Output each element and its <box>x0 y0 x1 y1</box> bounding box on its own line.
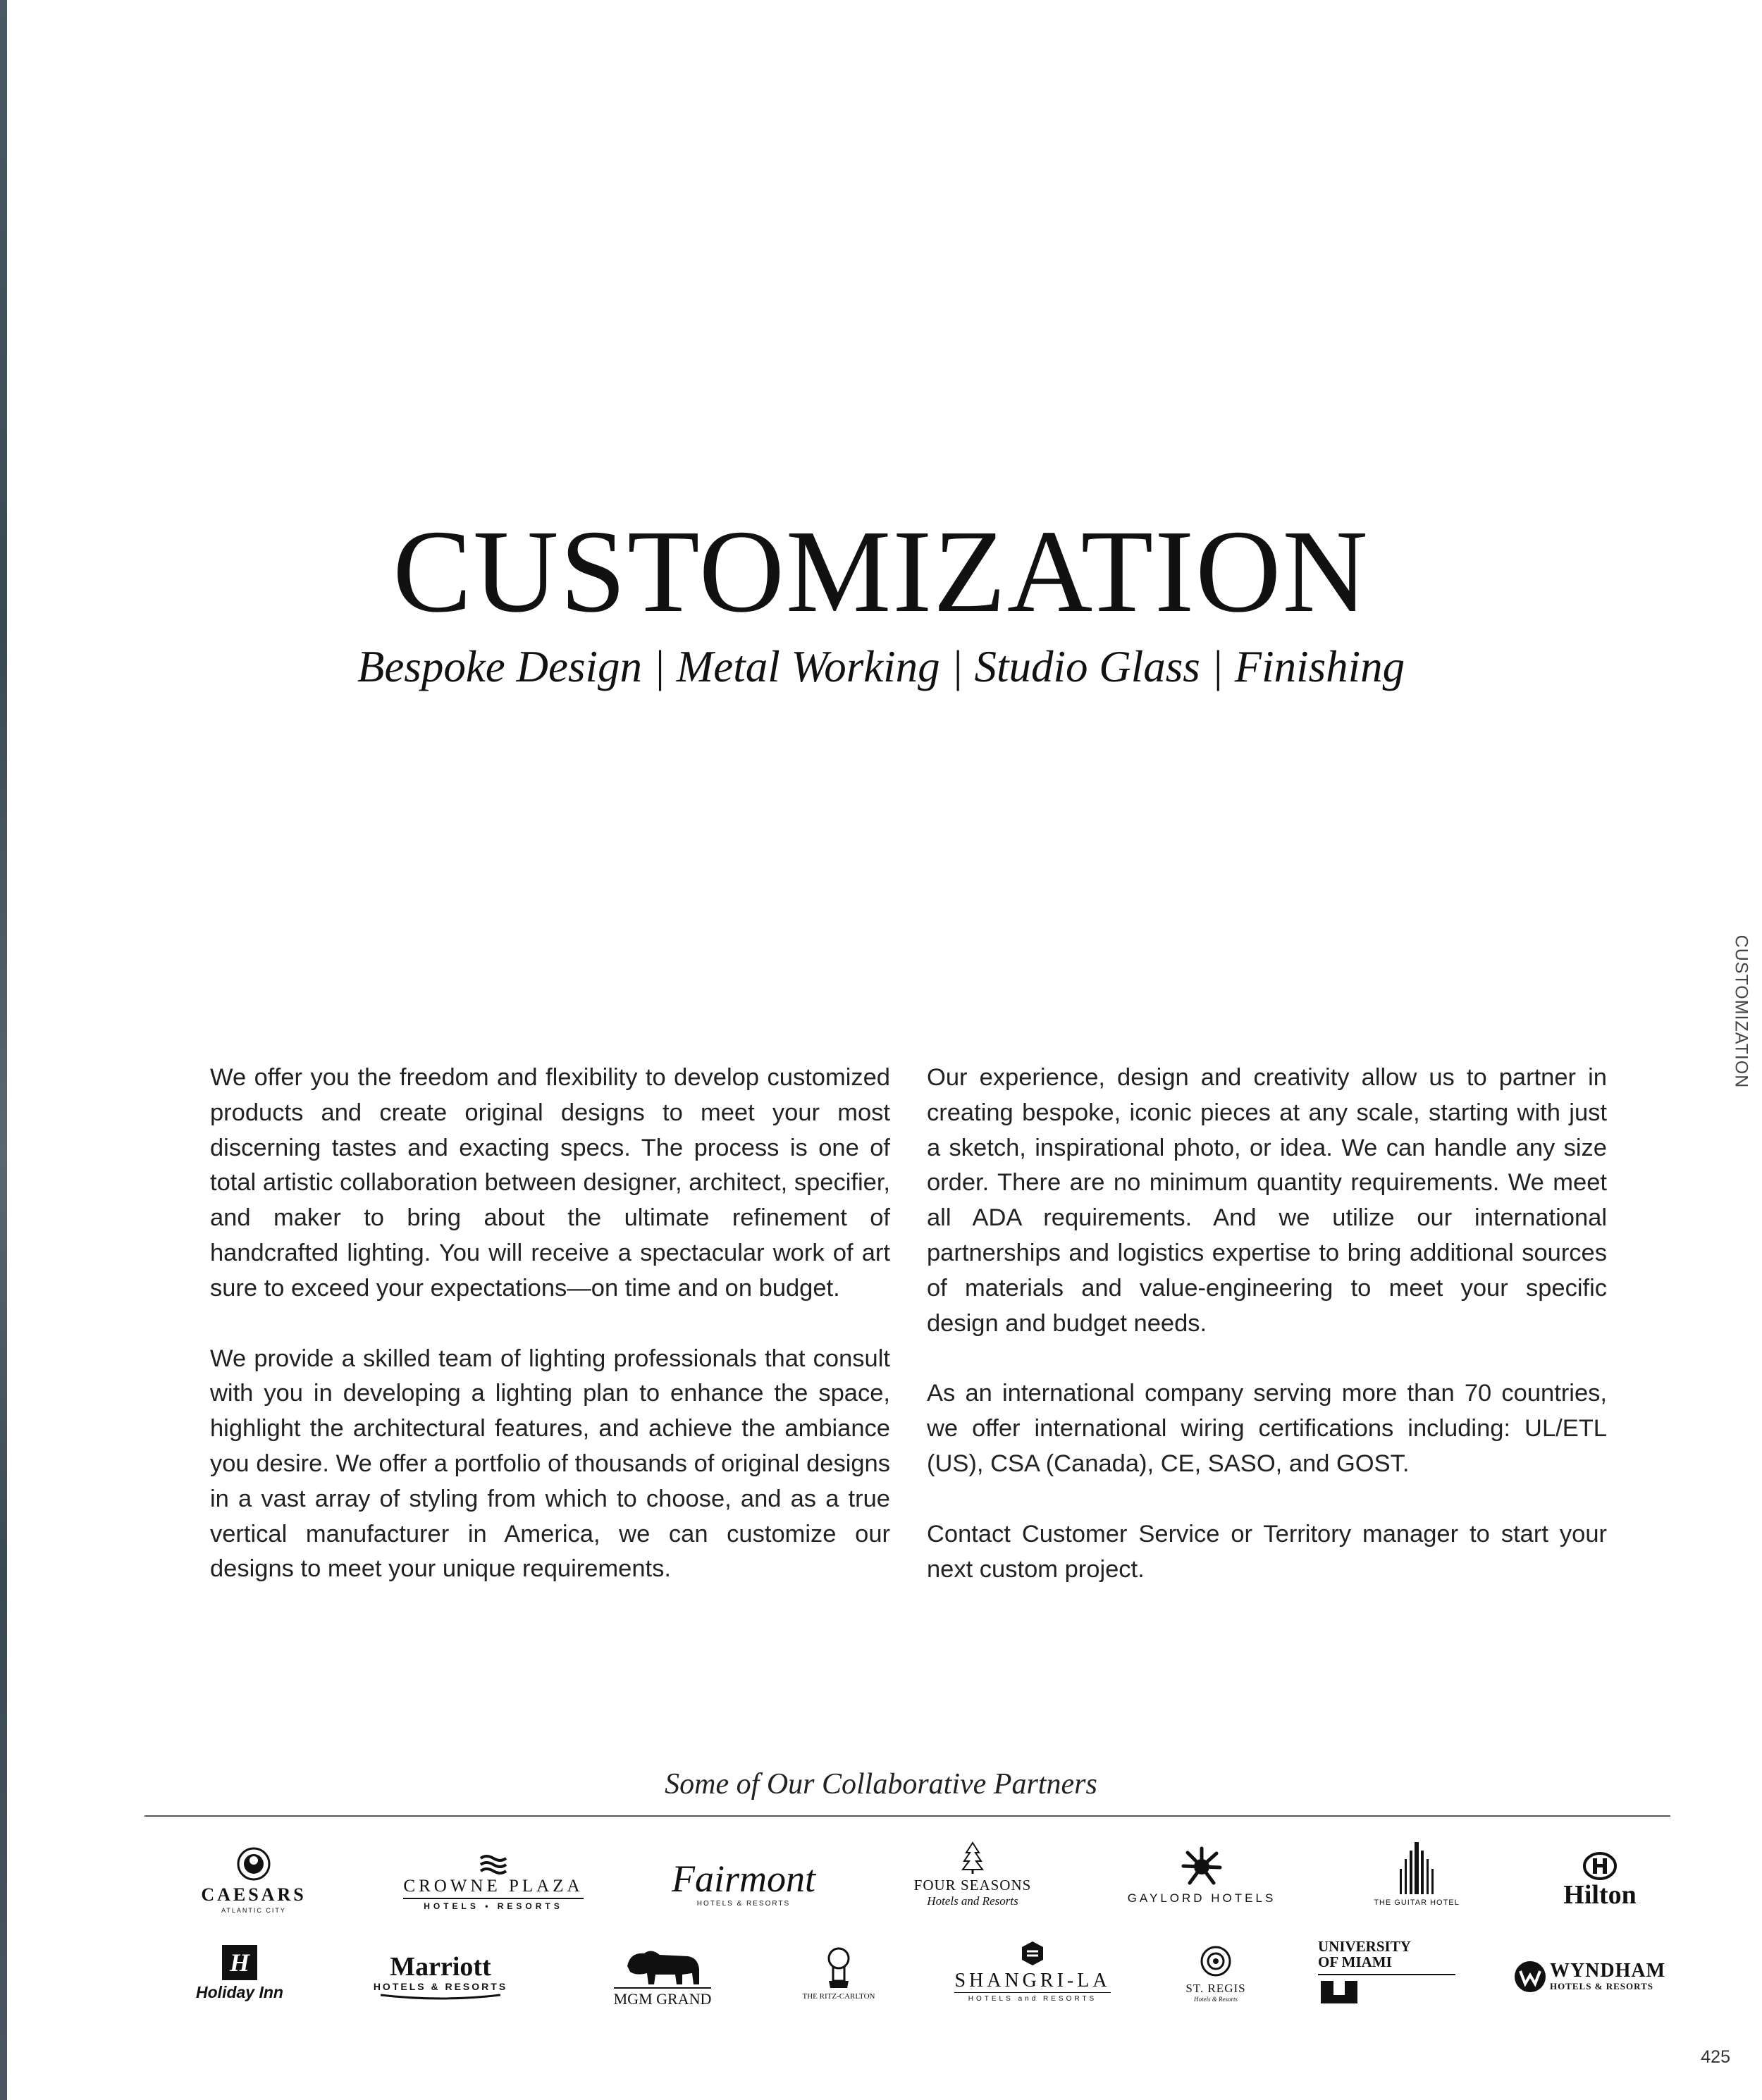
wyndham-sub: HOTELS & RESORTS <box>1549 1981 1653 1991</box>
page-title: CUSTOMIZATION <box>393 506 1369 637</box>
four-seasons-sub: Hotels and Resorts <box>927 1894 1018 1908</box>
st-regis-sub: Hotels & Resorts <box>1194 1996 1238 2003</box>
st-regis-name: ST. REGIS <box>1185 1982 1246 1995</box>
body-column-left <box>210 1061 890 1622</box>
section-side-tab <box>1727 923 1755 1099</box>
partners-divider <box>144 1815 1670 1817</box>
miami-line-1: UNIVERSITY <box>1318 1938 1411 1955</box>
logo-caesars <box>190 1845 317 1915</box>
four-seasons-name: FOUR SEASONS <box>913 1877 1032 1894</box>
shangri-la-name: SHANGRI-LA <box>954 1970 1111 1991</box>
st-regis-crest-icon <box>1200 1944 1232 1979</box>
logo-holiday-inn <box>183 1938 296 2008</box>
logo-guitar-hotel <box>1353 1836 1480 1912</box>
logo-marriott <box>366 1945 515 2008</box>
caesars-sub: ATLANTIC CITY <box>221 1907 286 1914</box>
crowne-plaza-sub: HOTELS • RESORTS <box>424 1901 563 1911</box>
body-paragraph: We offer you the freedom and flexibility to develop customized products and create original designs to meet your most discerning tastes and exacting specs. The process is one of total artistic collaboration between designer, architect, specifier, and maker to bring about the ultimate refinement of handcrafted lighting. You will receive a spectacular work of art sure to exceed your expectations—on time and on budget. <box>210 1064 890 1302</box>
logo-university-of-miami <box>1318 1937 1459 2007</box>
fairmont-name: Fairmont <box>671 1858 815 1900</box>
four-seasons-tree-icon <box>961 1841 985 1874</box>
miami-u-icon <box>1318 1979 1360 2005</box>
body-paragraph: Contact Customer Service or Territory manager to start your next custom project. <box>927 1520 1607 1583</box>
guitar-hotel-name: THE GUITAR HOTEL <box>1374 1898 1460 1907</box>
mgm-name: MGM GRAND <box>614 1987 712 2008</box>
shangri-la-sub: HOTELS and RESORTS <box>968 1995 1097 2003</box>
logo-gaylord <box>1114 1841 1290 1911</box>
guitar-hotel-building-icon <box>1396 1841 1438 1894</box>
miami-line-2: OF MIAMI <box>1318 1953 1392 1970</box>
logo-shangri-la <box>951 1938 1114 2005</box>
gaylord-name: GAYLORD HOTELS <box>1127 1891 1276 1905</box>
logo-wyndham <box>1508 1956 1670 1998</box>
side-tab-label: CUSTOMIZATION <box>1731 934 1751 1088</box>
wyndham-w-icon <box>1513 1960 1547 1994</box>
hilton-h-icon <box>1583 1851 1617 1881</box>
logo-st-regis <box>1170 1938 1262 2008</box>
logo-fairmont <box>663 1853 825 1913</box>
gaylord-sun-icon <box>1181 1846 1222 1887</box>
logo-mgm-grand <box>596 1941 729 2012</box>
shangri-la-emblem-icon <box>1021 1940 1045 1967</box>
page-subtitle: Bespoke Design | Metal Working | Studio Glass | Finishing <box>357 642 1405 691</box>
caesars-crest-icon <box>236 1846 271 1882</box>
fairmont-sub: HOTELS & RESORTS <box>696 1900 791 1908</box>
ritz-carlton-lion-crown-icon <box>823 1946 854 1989</box>
crowne-plaza-waves-icon <box>478 1853 509 1877</box>
body-paragraph: As an international company serving more than 70 countries, we offer international wiring certifications including: UL/ETL (US), CSA (Canada), CE, SASO, and GOST. <box>927 1380 1607 1477</box>
marriott-name: Marriott <box>390 1952 491 1982</box>
body-paragraph: Our experience, design and creativity allow us to partner in creating bespoke, iconic pieces at any scale, starting with just a sketch, inspirational photo, or idea. We can handle any size order. There are no minimum quantity requirements. We meet all ADA requirements. And we utilize our international partnerships and logistics expertise to bring additional sources of materials and value-engineering to meet your specific design and budget needs. <box>927 1064 1607 1337</box>
holiday-inn-name: Holiday Inn <box>196 1982 283 2001</box>
mgm-lion-icon <box>620 1945 705 1987</box>
wyndham-wordmark <box>1550 1961 1665 1992</box>
marriott-sub: HOTELS & RESORTS <box>373 1981 508 1992</box>
logo-crowne-plaza <box>395 1850 592 1913</box>
body-column-right <box>927 1061 1607 1622</box>
wyndham-name: WYNDHAM <box>1549 1960 1666 1982</box>
holiday-inn-h-icon: H <box>222 1945 257 1980</box>
partners-heading: Some of Our Collaborative Partners <box>665 1768 1097 1801</box>
marriott-swoosh-icon <box>377 1992 504 2001</box>
crowne-plaza-name: CROWNE PLAZA <box>403 1877 583 1899</box>
logo-hilton <box>1536 1846 1663 1913</box>
hilton-name: Hilton <box>1563 1879 1637 1910</box>
caesars-name: CAESARS <box>201 1884 307 1905</box>
logo-four-seasons <box>902 1838 1043 1912</box>
body-paragraph: We provide a skilled team of lighting professionals that consult with you in developing a lighting plan to enhance the space, highlight the architectural features, and achieve the ambiance you desire. We offer a portfolio of thousands of original designs in a vast array of styling from which to choose, and as a true vertical manufacturer in America, we can customize our designs to meet your unique requirements. <box>210 1345 890 1583</box>
ritz-carlton-name: THE RITZ-CARLTON <box>802 1992 875 2001</box>
miami-divider <box>1318 1974 1455 1975</box>
logo-ritz-carlton <box>789 1938 888 2008</box>
page-number: 425 <box>1701 2047 1730 2067</box>
